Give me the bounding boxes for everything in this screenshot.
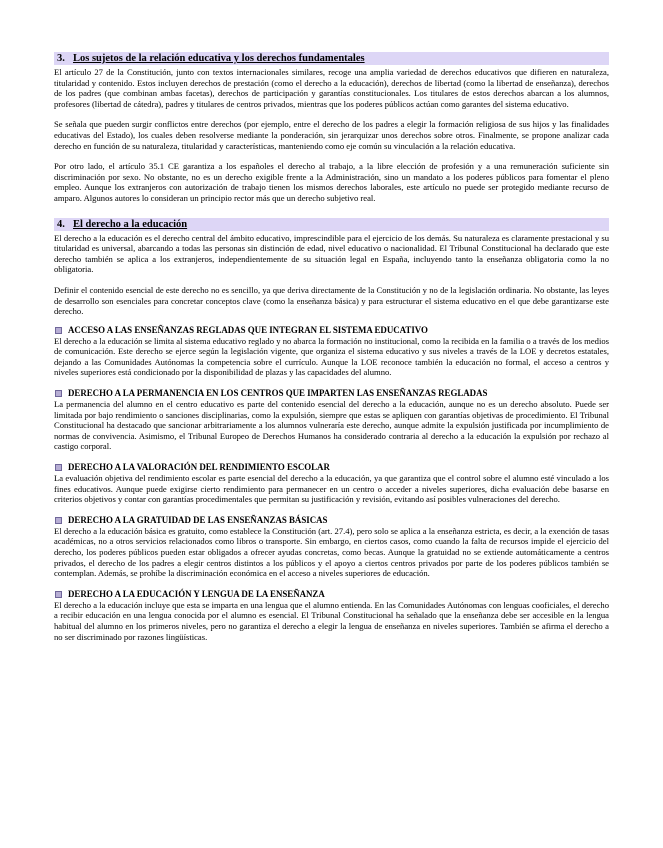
section-heading <box>54 218 609 231</box>
document-page <box>54 52 609 642</box>
paragraph: La permanencia del alumno en el centro educativo es parte del contenido esencial del derecho a la educación, aunque no es un derecho absoluto. Puede ser limitada por bajo rendimiento o sanciones disciplinarias, como la expulsión, siempre que estas se apliquen con garantías objetivas de procedimiento. El Tribunal Constitucional ha destacado que sancionar arbitrariamente a los alumnos vulneraría este derecho, aunque admite la expulsión justificada por incumplimiento de normas de convivencia. Asimismo, el Tribunal Europeo de Derechos Humanos ha considerado contraria al derecho a la educación la expulsión por rechazo al castigo corporal. <box>54 399 609 452</box>
paragraph: El derecho a la educación básica es gratuito, como establece la Constitución (art. 27.4), pero solo se aplica a la enseñanza estricta, es decir, a la exención de tasas académicas, no a otros servicios relacionados como libros o transporte. Sin embargo, en ciertos casos, como cuando la falta de recursos impide el ejercicio del derecho, los poderes públicos pueden estar obligados a ofrecer ayudas concretas, como becas. Aunque la gratuidad no se extiende automáticamente a centros privados, el derecho de los padres a elegir centros distintos a los públicos y el apoyo a ciertos centros privados por parte de los poderes públicos también se contemplan. Además, se prohíbe la discriminación económica en el acceso a niveles superiores de educación. <box>54 525 609 579</box>
section-number: 3. <box>57 53 65 64</box>
subsection-title: DERECHO A LA PERMANENCIA EN LOS CENTROS QUE IMPARTEN LAS ENSEÑANZAS REGLADAS <box>68 388 488 399</box>
subsection-heading <box>54 462 609 473</box>
subsection-heading <box>54 325 609 336</box>
section-title: El derecho a la educación <box>73 218 188 230</box>
section-number: 4. <box>57 218 65 230</box>
subsection-heading <box>54 589 609 600</box>
square-bullet-icon <box>55 327 62 334</box>
paragraph: La evaluación objetiva del rendimiento escolar es parte esencial del derecho a la educación, ya que garantiza que el control sobre el alumno esté vinculado a los fines educativos. Aunque puede exigirse cierto rendimiento para permanecer en un centro o acceder a niveles superiores, dicha evaluación debe basarse en criterios objetivos y contar con garantías procedimentales que permitan su justificación y revisión, evitando así posibles vulneraciones del derecho. <box>54 473 609 505</box>
subsection-heading <box>54 515 609 526</box>
paragraph: El derecho a la educación incluye que esta se imparta en una lengua que el alumno entienda. En las Comunidades Autónomas con lenguas cooficiales, el derecho a recibir educación en una lengua conocida por el alumno es esencial. El Tribunal Constitucional ha señalado que la enseñanza debe ser accesible en la lengua habitual del alumno en los primeros niveles, pero no garantiza el derecho a elegir la lengua de enseñanza en niveles superiores. También se afirma el derecho a no ser discriminado por razones lingüísticas. <box>54 599 609 642</box>
section-heading <box>54 52 609 65</box>
paragraph: Se señala que pueden surgir conflictos entre derechos (por ejemplo, entre el derecho de los padres a elegir la formación religiosa de sus hijos y las finalidades educativas del Estado), los cuales deben resolverse mediante la ponderación, sin jerarquizar unos derechos sobre otros. Finalmente, se propone analizar cada derecho en función de su naturaleza, titularidad y características, manteniendo como eje común su vinculación a la relación educativa. <box>54 119 609 151</box>
square-bullet-icon <box>55 390 62 397</box>
subsection-heading <box>54 388 609 399</box>
subsection-title: DERECHO A LA EDUCACIÓN Y LENGUA DE LA ENSEÑANZA <box>68 588 325 599</box>
paragraph: Por otro lado, el artículo 35.1 CE garantiza a los españoles el derecho al trabajo, a la libre elección de profesión y a una remuneración suficiente sin discriminación por sexo. No obstante, no es un derecho exigible frente a la Administración, sino un mandato a los poderes públicos para fomentar el pleno empleo. Aunque los extranjeros con autorización de trabajo tienen los mismos derechos laborales, este artículo no puede ser protegido mediante recurso de amparo. Algunos autores lo consideran un principio rector más que un derecho subjetivo real. <box>54 161 609 203</box>
section-title: Los sujetos de la relación educativa y los derechos fundamentales <box>73 53 365 64</box>
subsection-title: DERECHO A LA VALORACIÓN DEL RENDIMIENTO ESCOLAR <box>68 462 330 473</box>
paragraph: El derecho a la educación se limita al sistema educativo reglado y no abarca la formación no institucional, como la recibida en la familia o a través de los medios de comunicación. Este derecho se ejerce según la legislación vigente, que organiza el sistema educativo y sus niveles a través de la LOE y decretos estatales, dejando a las Comunidades Autónomas la competencia sobre el currículo. Aunque la LOE reconoce también la educación no formal, el acceso a centros y niveles superiores está condicionado por la disponibilidad de plazas y las capacidades del alumno. <box>54 335 609 378</box>
square-bullet-icon <box>55 517 62 524</box>
paragraph: El artículo 27 de la Constitución, junto con textos internacionales similares, recoge una amplia variedad de derechos educativos que difieren en naturaleza, titularidad y contenido. Estos incluyen derechos de prestación (como el derecho a la educación), derechos de libertad (como la libertad de enseñanza), derechos de los padres (que combinan ambas facetas), derechos de participación y garantías constitucionales. Los titulares de estos derechos abarcan a los alumnos, profesores (libertad de cátedra), padres y titulares de centros privados, mientras que los poderes públicos actúan como garantes del sistema educativo. <box>54 67 609 109</box>
square-bullet-icon <box>55 464 62 471</box>
subsection-title: ACCESO A LAS ENSEÑANZAS REGLADAS QUE INTEGRAN EL SISTEMA EDUCATIVO <box>68 324 428 335</box>
subsection-title: DERECHO A LA GRATUIDAD DE LAS ENSEÑANZAS BÁSICAS <box>68 514 328 525</box>
square-bullet-icon <box>55 591 62 598</box>
paragraph: El derecho a la educación es el derecho central del ámbito educativo, imprescindible para el ejercicio de los demás. Su naturaleza es claramente prestacional y su titularidad es universal, abarcando a todas las personas sin distinción de edad, nivel educativo o nacionalidad. El Tribunal Constitucional ha declarado que este derecho también se aplica a los extranjeros, independientemente de su situación legal en España, incluyendo tanto la enseñanza obligatoria como la no obligatoria. <box>54 232 609 275</box>
paragraph: Definir el contenido esencial de este derecho no es sencillo, ya que deriva directamente de la Constitución y no de la legislación ordinaria. No obstante, las leyes de desarrollo son esenciales para concretar conceptos clave (como la enseñanza básica) y para estructurar el sistema educativo en el que debe garantizarse este derecho. <box>54 284 609 317</box>
